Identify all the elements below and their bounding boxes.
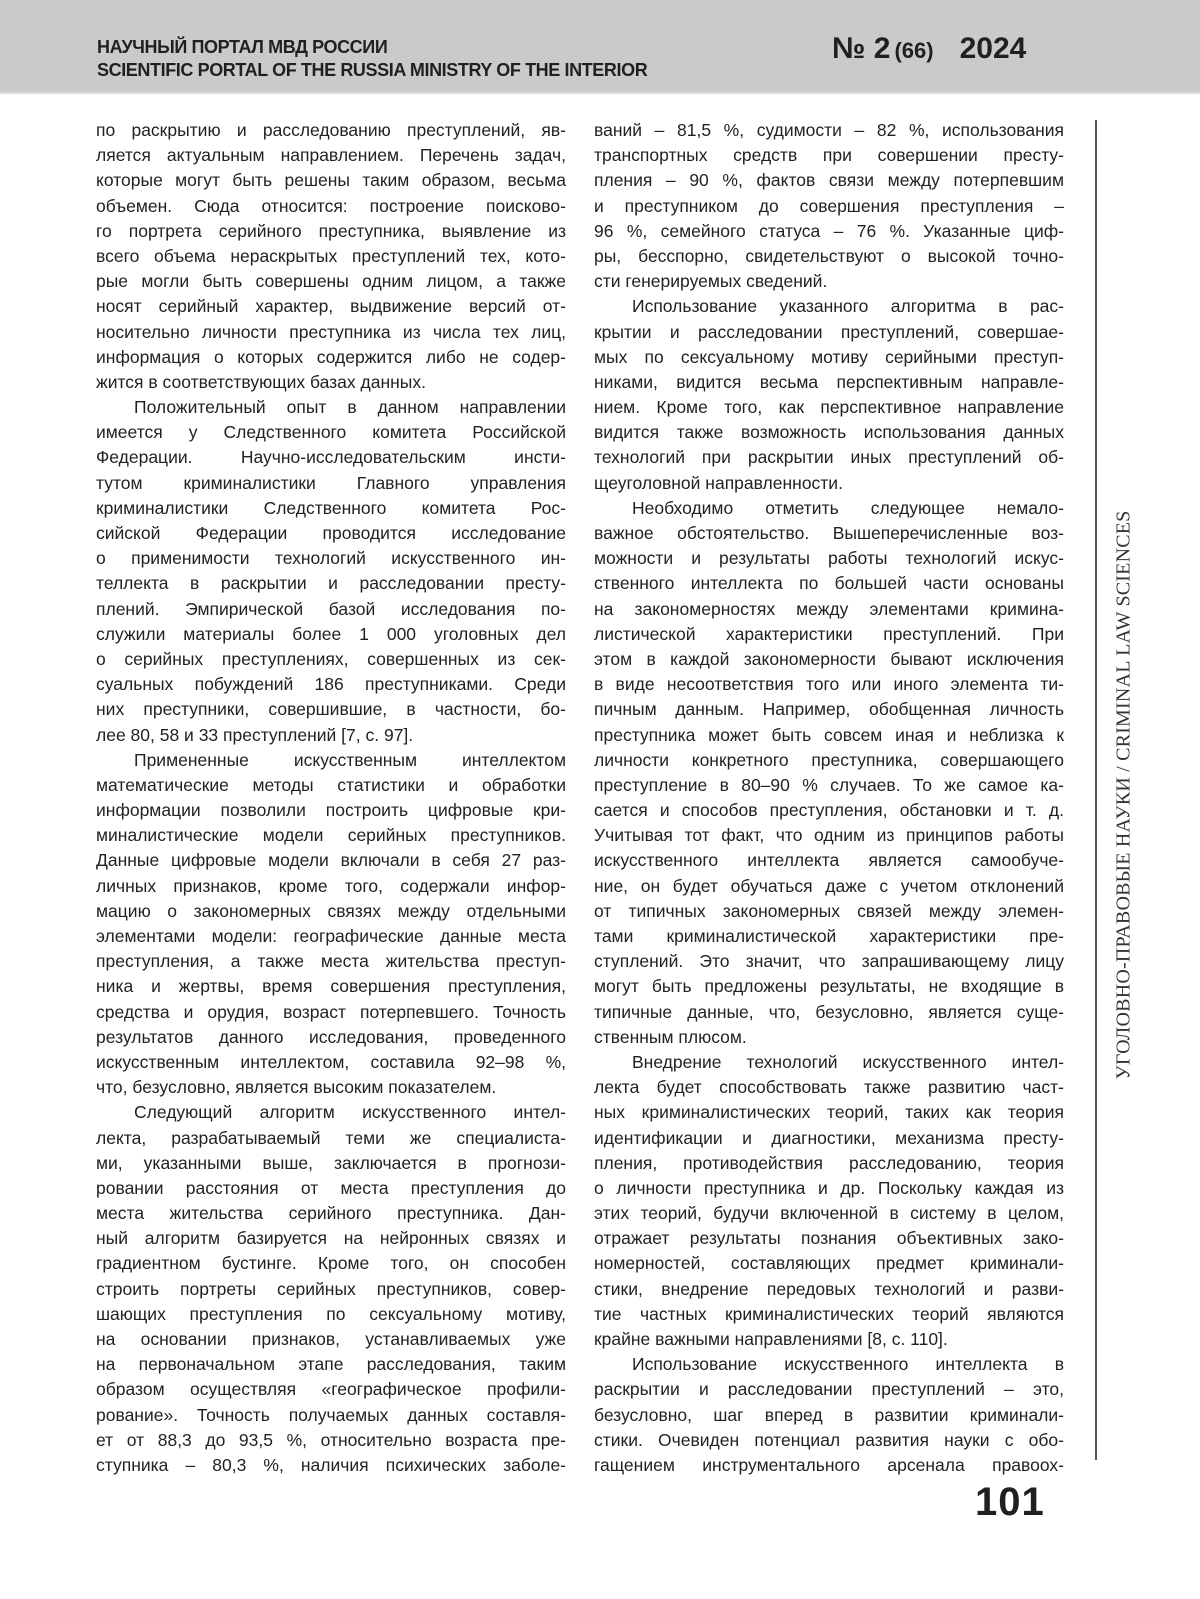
text-line: объемен. Сюда относится: построение поисково- [96, 194, 566, 219]
text-line: ние, он будет обучаться даже с учетом отклонений [594, 874, 1064, 899]
paragraph [96, 1100, 566, 1478]
text-line: крытии и расследовании преступлений, совершае- [594, 320, 1064, 345]
text-line: что, безусловно, является высоким показателем. [96, 1075, 566, 1100]
text-line: никами, видится весьма перспективным направле- [594, 370, 1064, 395]
paragraph [594, 1050, 1064, 1352]
section-label: УГОЛОВНО-ПРАВОВЫЕ НАУКИ / CRIMINAL LAW SCIENCES [1113, 510, 1136, 1079]
text-line: видится также возможность использования данных [594, 420, 1064, 445]
issue-total-number: (66) [894, 38, 933, 63]
journal-title-ru: НАУЧНЫЙ ПОРТАЛ МВД РОССИИ [97, 37, 387, 58]
text-line: образом осуществляя «географическое профили- [96, 1377, 566, 1402]
text-line: можности и результаты работы технологий искус- [594, 546, 1064, 571]
text-line: в виде несоответствия того или иного элемента ти- [594, 672, 1064, 697]
text-line: стики, внедрение передовых технологий и разви- [594, 1277, 1064, 1302]
text-line: личности конкретного преступника, совершающего [594, 748, 1064, 773]
text-line: ляется актуальным направлением. Перечень задач, [96, 143, 566, 168]
text-line: пления – 90 %, фактов связи между потерпевшим [594, 168, 1064, 193]
text-line: 96 %, семейного статуса – 76 %. Указанные циф- [594, 219, 1064, 244]
text-line: нием. Кроме того, как перспективное направление [594, 395, 1064, 420]
text-line: ваний – 81,5 %, судимости – 82 %, использования [594, 118, 1064, 143]
text-line: ми, указанными выше, заключается в прогнози- [96, 1151, 566, 1176]
text-line: Внедрение технологий искусственного интел- [594, 1050, 1064, 1075]
text-line: Следующий алгоритм искусственного интел- [96, 1100, 566, 1125]
text-line: стики. Очевиден потенциал развития науки с обо- [594, 1428, 1064, 1453]
text-line: Данные цифровые модели включали в себя 27 раз- [96, 848, 566, 873]
text-line: искусственным интеллектом, составила 92–98 %, [96, 1050, 566, 1075]
text-line: информация о которых содержится либо не содер- [96, 345, 566, 370]
text-line: этом в каждой закономерности бывают исключения [594, 647, 1064, 672]
text-line: суальных побуждений 186 преступниками. Среди [96, 672, 566, 697]
issue-year: 2024 [960, 32, 1027, 65]
text-line: лее 80, 58 и 33 преступлений [7, с. 97]. [96, 723, 566, 748]
text-line: от типичных закономерных связей между элемен- [594, 899, 1064, 924]
paragraph [594, 118, 1064, 294]
text-line: ный алгоритм базируется на нейронных связях и [96, 1226, 566, 1251]
text-line: листической характеристики преступлений. При [594, 622, 1064, 647]
text-line: математические методы статистики и обработки [96, 773, 566, 798]
text-line: крайне важными направлениями [8, с. 110]. [594, 1327, 1064, 1352]
text-line: плений. Эмпирической базой исследования по- [96, 597, 566, 622]
text-line: безусловно, шаг вперед в развитии криминали- [594, 1403, 1064, 1428]
text-line: ственным плюсом. [594, 1025, 1064, 1050]
text-line: Необходимо отметить следующее немало- [594, 496, 1064, 521]
text-line: теллекта в раскрытии и расследовании престу- [96, 571, 566, 596]
text-line: ет от 88,3 до 93,5 %, относительно возраста пре- [96, 1428, 566, 1453]
text-column-left [96, 118, 566, 1478]
paragraph [96, 748, 566, 1101]
text-line: ры, бесспорно, свидетельствуют о высокой точно- [594, 244, 1064, 269]
issue-info [832, 32, 1026, 66]
journal-header [0, 0, 1200, 94]
text-line: результатов данного исследования, проведенного [96, 1025, 566, 1050]
text-line: ника и жертвы, время совершения преступления, [96, 974, 566, 999]
paragraph [594, 496, 1064, 1050]
text-line: тутом криминалистики Главного управления [96, 471, 566, 496]
text-line: носят серийный характер, выдвижение версий от- [96, 294, 566, 319]
text-line: номерностей, составляющих предмет криминали- [594, 1251, 1064, 1276]
text-line: пичным данным. Например, обобщенная личность [594, 697, 1064, 722]
text-line: на закономерностях между элементами кримина- [594, 597, 1064, 622]
text-line: всего объема нераскрытых преступлений тех, кото- [96, 244, 566, 269]
text-line: миналистические модели серийных преступников. [96, 823, 566, 848]
text-line: Учитывая тот факт, что одним из принципов работы [594, 823, 1064, 848]
text-line: сти генерируемых сведений. [594, 269, 1064, 294]
text-line: гащением инструментального арсенала правоох- [594, 1453, 1064, 1478]
journal-title-en: SCIENTIFIC PORTAL OF THE RUSSIA MINISTRY OF THE INTERIOR [97, 60, 647, 81]
text-line: Использование указанного алгоритма в рас- [594, 294, 1064, 319]
text-line: о применимости технологий искусственного ин- [96, 546, 566, 571]
text-line: элементами модели: географические данные места [96, 924, 566, 949]
text-line: важное обстоятельство. Вышеперечисленные воз- [594, 521, 1064, 546]
text-line: тие частных криминалистических теорий являются [594, 1302, 1064, 1327]
vertical-divider [1095, 120, 1097, 1460]
text-line: лекта, разрабатываемый теми же специалиста- [96, 1126, 566, 1151]
text-line: ступлений. Это значит, что запрашивающему лицу [594, 949, 1064, 974]
text-line: преступление в 80–90 % случаев. То же самое ка- [594, 773, 1064, 798]
text-line: Положительный опыт в данном направлении [96, 395, 566, 420]
text-line: и преступником до совершения преступления – [594, 194, 1064, 219]
text-line: на первоначальном этапе расследования, таким [96, 1352, 566, 1377]
text-line: отражает результаты познания объективных зако- [594, 1226, 1064, 1251]
text-line: рые могли быть совершены одним лицом, а также [96, 269, 566, 294]
paragraph [96, 395, 566, 748]
text-line: сийской Федерации проводится исследование [96, 521, 566, 546]
text-line: Примененные искусственным интеллектом [96, 748, 566, 773]
text-line: по раскрытию и расследованию преступлений, яв- [96, 118, 566, 143]
text-line: градиентном бустинге. Кроме того, он способен [96, 1251, 566, 1276]
text-line: на основании признаков, устанавливаемых уже [96, 1327, 566, 1352]
text-line: имеется у Следственного комитета Российской [96, 420, 566, 445]
text-line: криминалистики Следственного комитета Рос- [96, 496, 566, 521]
text-line: ных криминалистических теорий, таких как теория [594, 1100, 1064, 1125]
text-line: которые могут быть решены таким образом, весьма [96, 168, 566, 193]
text-line: личных признаков, кроме того, содержали инфор- [96, 874, 566, 899]
text-line: преступника может быть совсем иная и неблизка к [594, 723, 1064, 748]
text-line: щеуголовной направленности. [594, 471, 1064, 496]
text-line: искусственного интеллекта является самообуче- [594, 848, 1064, 873]
page-number: 101 [975, 1480, 1045, 1525]
text-line: тами криминалистической характеристики пре- [594, 924, 1064, 949]
paragraph [594, 1352, 1064, 1478]
text-line: технологий при раскрытии иных преступлений об- [594, 445, 1064, 470]
text-line: о серийных преступлениях, совершенных из сек- [96, 647, 566, 672]
text-line: мых по сексуальному мотиву серийными преступ- [594, 345, 1064, 370]
text-line: идентификации и диагностики, механизма престу- [594, 1126, 1064, 1151]
issue-number: № 2 [832, 32, 890, 65]
text-line: сается и способов преступления, обстановки и т. д. [594, 798, 1064, 823]
text-line: жится в соответствующих базах данных. [96, 370, 566, 395]
text-line: типичные данные, что, безусловно, является суще- [594, 1000, 1064, 1025]
text-line: этих теорий, будучи включенной в систему в целом, [594, 1201, 1064, 1226]
text-line: преступления, а также места жительства преступ- [96, 949, 566, 974]
text-line: шающих преступления по сексуальному мотиву, [96, 1302, 566, 1327]
text-line: носительно личности преступника из числа тех лиц, [96, 320, 566, 345]
paragraph [594, 294, 1064, 496]
text-line: ровании расстояния от места преступления до [96, 1176, 566, 1201]
text-line: рование». Точность получаемых данных составля- [96, 1403, 566, 1428]
text-column-right [594, 118, 1064, 1478]
text-line: Использование искусственного интеллекта в [594, 1352, 1064, 1377]
text-line: них преступники, совершившие, в частности, бо- [96, 697, 566, 722]
text-line: места жительства серийного преступника. Дан- [96, 1201, 566, 1226]
text-line: ступника – 80,3 %, наличия психических заболе- [96, 1453, 566, 1478]
text-line: ственного интеллекта по большей части основаны [594, 571, 1064, 596]
text-line: транспортных средств при совершении престу- [594, 143, 1064, 168]
text-line: Федерации. Научно-исследовательским инсти- [96, 445, 566, 470]
text-line: информации позволили построить цифровые кри- [96, 798, 566, 823]
text-line: го портрета серийного преступника, выявление из [96, 219, 566, 244]
text-line: лекта будет способствовать также развитию част- [594, 1075, 1064, 1100]
text-line: строить портреты серийных преступников, совер- [96, 1277, 566, 1302]
text-line: служили материалы более 1 000 уголовных дел [96, 622, 566, 647]
text-line: раскрытии и расследовании преступлений – это, [594, 1377, 1064, 1402]
text-line: пления, противодействия расследованию, теория [594, 1151, 1064, 1176]
text-line: мацию о закономерных связях между отдельными [96, 899, 566, 924]
paragraph [96, 118, 566, 395]
text-line: могут быть предложены результаты, не входящие в [594, 974, 1064, 999]
text-line: о личности преступника и др. Поскольку каждая из [594, 1176, 1064, 1201]
text-line: средства и орудия, возраст потерпевшего. Точность [96, 1000, 566, 1025]
